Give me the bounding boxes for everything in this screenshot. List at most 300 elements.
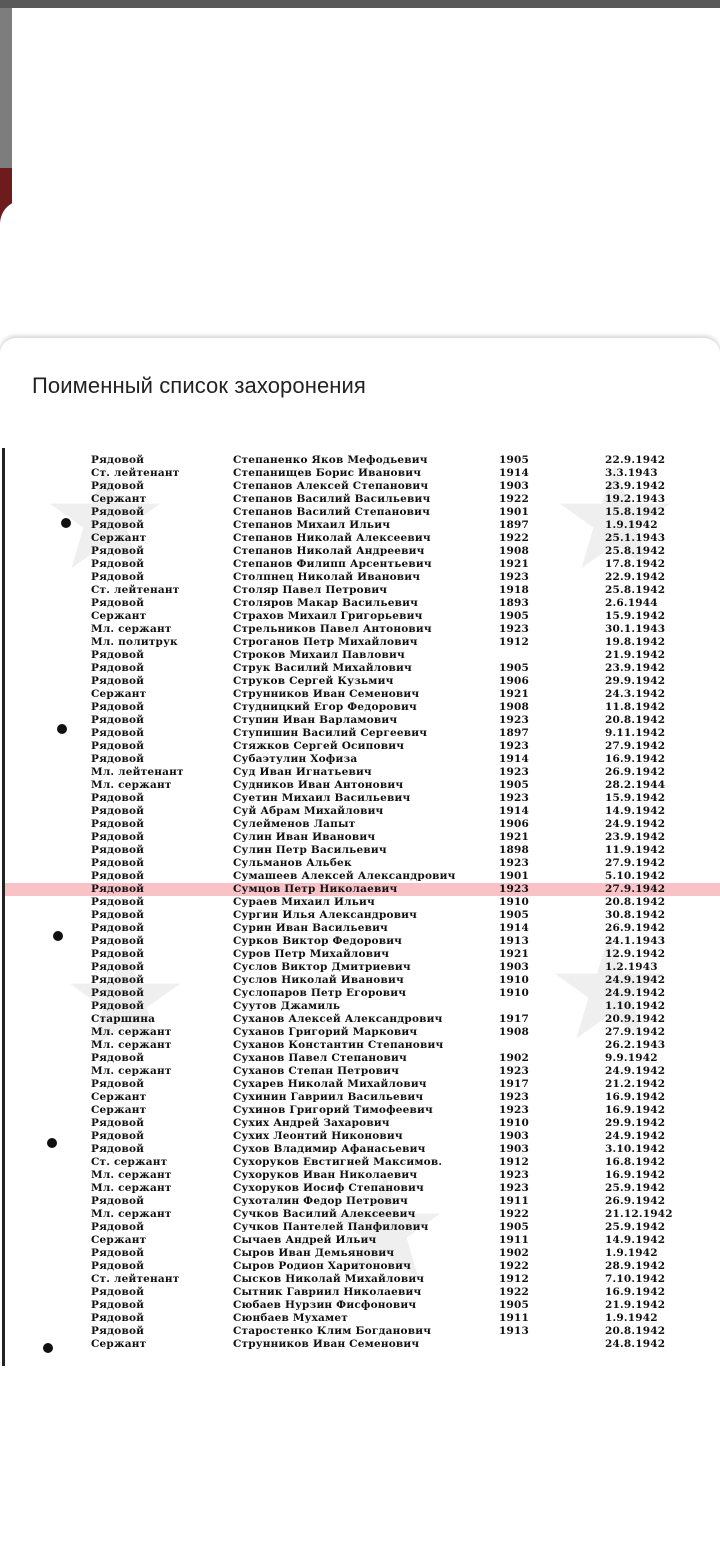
name-cell: Степанов Василий Васильевич [233, 493, 431, 505]
list-row [5, 909, 720, 922]
list-row [5, 753, 720, 766]
birth-year-cell: 1923 [499, 740, 530, 752]
list-row [5, 896, 720, 909]
death-date-cell: 30.8.1942 [605, 909, 666, 921]
birth-year-cell: 1901 [499, 506, 530, 518]
birth-year-cell: 1911 [499, 1234, 530, 1246]
birth-year-cell: 1922 [499, 493, 530, 505]
list-row [5, 1104, 720, 1117]
birth-year-cell: 1923 [499, 792, 530, 804]
list-row [5, 688, 720, 701]
list-row [5, 870, 720, 883]
rank-cell: Рядовой [91, 922, 145, 934]
name-cell: Стрельников Павел Антонович [233, 623, 432, 635]
list-row [5, 1208, 720, 1221]
birth-year-cell: 1903 [499, 480, 530, 492]
death-date-cell: 14.9.1942 [605, 1234, 666, 1246]
list-row [5, 584, 720, 597]
list-row [5, 1169, 720, 1182]
rank-cell: Рядовой [91, 506, 145, 518]
birth-year-cell: 1911 [499, 1312, 530, 1324]
death-date-cell: 26.9.1942 [605, 1195, 666, 1207]
rank-cell: Рядовой [91, 792, 145, 804]
name-cell: Степанов Филипп Арсентьевич [233, 558, 432, 570]
name-cell: Сухих Леонтий Никонович [233, 1130, 403, 1142]
name-cell: Суслопаров Петр Егорович [233, 987, 407, 999]
name-cell: Столпнец Николай Иванович [233, 571, 421, 583]
death-date-cell: 23.9.1942 [605, 662, 666, 674]
rank-cell: Рядовой [91, 714, 145, 726]
name-cell: Суханов Павел Степанович [233, 1052, 407, 1064]
name-cell: Сучков Василий Алексеевич [233, 1208, 416, 1220]
name-cell: Суханов Григорий Маркович [233, 1026, 418, 1038]
birth-year-cell: 1922 [499, 532, 530, 544]
name-cell: Сыров Родион Харитонович [233, 1260, 412, 1272]
name-cell: Сумашеев Алексей Александрович [233, 870, 456, 882]
list-row [5, 571, 720, 584]
rank-cell: Рядовой [91, 519, 145, 531]
death-date-cell: 19.2.1943 [605, 493, 666, 505]
list-row [5, 844, 720, 857]
list-row [5, 1052, 720, 1065]
birth-year-cell: 1921 [499, 948, 530, 960]
name-cell: Суутов Джамиль [233, 1000, 341, 1012]
background-strip [0, 8, 12, 168]
name-cell: Сычаев Андрей Ильич [233, 1234, 377, 1246]
rank-cell: Рядовой [91, 571, 145, 583]
birth-year-cell: 1917 [499, 1013, 530, 1025]
name-cell: Сюнбаев Мухамет [233, 1312, 348, 1324]
name-cell: Сыров Иван Демьянович [233, 1247, 395, 1259]
death-date-cell: 9.11.1942 [605, 727, 666, 739]
rank-cell: Рядовой [91, 1000, 145, 1012]
death-date-cell: 24.3.1942 [605, 688, 666, 700]
name-cell: Старостенко Клим Богданович [233, 1325, 432, 1337]
death-date-cell: 16.9.1942 [605, 1104, 666, 1116]
birth-year-cell: 1913 [499, 1325, 530, 1337]
rank-cell: Рядовой [91, 740, 145, 752]
birth-year-cell: 1922 [499, 1208, 530, 1220]
name-cell: Столяров Макар Васильевич [233, 597, 418, 609]
list-row [5, 831, 720, 844]
birth-year-cell: 1914 [499, 805, 530, 817]
name-cell: Степаненко Яков Мефодьевич [233, 454, 428, 466]
death-date-cell: 24.9.1942 [605, 818, 666, 830]
birth-year-cell: 1923 [499, 571, 530, 583]
name-cell: Сухинов Григорий Тимофеевич [233, 1104, 433, 1116]
birth-year-cell: 1905 [499, 909, 530, 921]
name-cell: Суханов Алексей Александрович [233, 1013, 443, 1025]
death-date-cell: 24.9.1942 [605, 1130, 666, 1142]
death-date-cell: 27.9.1942 [605, 883, 666, 895]
list-row [5, 1260, 720, 1273]
death-date-cell: 25.8.1942 [605, 545, 666, 557]
death-date-cell: 24.9.1942 [605, 1065, 666, 1077]
death-date-cell: 29.9.1942 [605, 1117, 666, 1129]
birth-year-cell: 1911 [499, 1195, 530, 1207]
birth-year-cell: 1921 [499, 688, 530, 700]
rank-cell: Рядовой [91, 558, 145, 570]
rank-cell: Рядовой [91, 649, 145, 661]
birth-year-cell: 1905 [499, 1299, 530, 1311]
name-cell: Страхов Михаил Григорьевич [233, 610, 423, 622]
death-date-cell: 1.2.1943 [605, 961, 658, 973]
birth-year-cell: 1912 [499, 1156, 530, 1168]
rank-cell: Рядовой [91, 870, 145, 882]
birth-year-cell: 1923 [499, 857, 530, 869]
death-date-cell: 16.9.1942 [605, 753, 666, 765]
rank-cell: Сержант [91, 610, 147, 622]
rank-cell: Ст. лейтенант [91, 1273, 180, 1285]
background-card [0, 200, 720, 340]
name-cell: Суслов Николай Иванович [233, 974, 404, 986]
rank-cell: Мл. политрук [91, 636, 178, 648]
list-row [5, 493, 720, 506]
birth-year-cell: 1923 [499, 1104, 530, 1116]
list-row [5, 701, 720, 714]
rank-cell: Рядовой [91, 597, 145, 609]
death-date-cell: 27.9.1942 [605, 740, 666, 752]
name-cell: Суханов Степан Петрович [233, 1065, 399, 1077]
death-date-cell: 19.8.1942 [605, 636, 666, 648]
name-cell: Сухоталин Федор Петрович [233, 1195, 408, 1207]
death-date-cell: 20.8.1942 [605, 714, 666, 726]
name-cell: Сухих Андрей Захарович [233, 1117, 390, 1129]
birth-year-cell: 1905 [499, 454, 530, 466]
birth-year-cell: 1905 [499, 1221, 530, 1233]
death-date-cell: 12.9.1942 [605, 948, 666, 960]
list-row [5, 987, 720, 1000]
list-row [5, 1117, 720, 1130]
rank-cell: Рядовой [91, 1117, 145, 1129]
birth-year-cell: 1903 [499, 961, 530, 973]
rank-cell: Рядовой [91, 961, 145, 973]
list-row [5, 623, 720, 636]
rank-cell: Рядовой [91, 1143, 145, 1155]
death-date-cell: 23.9.1942 [605, 831, 666, 843]
death-date-cell: 28.2.1944 [605, 779, 666, 791]
death-date-cell: 20.9.1942 [605, 1013, 666, 1025]
birth-year-cell: 1908 [499, 1026, 530, 1038]
birth-year-cell: 1913 [499, 935, 530, 947]
list-row [5, 727, 720, 740]
birth-year-cell: 1910 [499, 896, 530, 908]
list-row [5, 610, 720, 623]
rank-cell: Рядовой [91, 480, 145, 492]
birth-year-cell: 1897 [499, 727, 530, 739]
name-cell: Сытник Гавриил Николаевич [233, 1286, 422, 1298]
rank-cell: Рядовой [91, 974, 145, 986]
name-cell: Студницкий Егор Федорович [233, 701, 417, 713]
rank-cell: Рядовой [91, 675, 145, 687]
name-cell: Сулейменов Лапыт [233, 818, 356, 830]
rank-cell: Рядовой [91, 1260, 145, 1272]
name-cell: Сухоруков Евстигней Максимов. [233, 1156, 443, 1168]
list-row [5, 1338, 720, 1351]
list-row [5, 545, 720, 558]
rank-cell: Ст. сержант [91, 1156, 168, 1168]
rank-cell: Сержант [91, 1234, 147, 1246]
name-cell: Ступин Иван Варламович [233, 714, 398, 726]
death-date-cell: 16.9.1942 [605, 1169, 666, 1181]
name-cell: Струк Василий Михайлович [233, 662, 412, 674]
rank-cell: Рядовой [91, 1195, 145, 1207]
list-row [5, 1026, 720, 1039]
rank-cell: Рядовой [91, 935, 145, 947]
birth-year-cell: 1902 [499, 1052, 530, 1064]
list-row [5, 1130, 720, 1143]
death-date-cell: 28.9.1942 [605, 1260, 666, 1272]
name-cell: Судников Иван Антонович [233, 779, 404, 791]
name-cell: Степанов Алексей Степанович [233, 480, 429, 492]
death-date-cell: 15.9.1942 [605, 792, 666, 804]
death-date-cell: 16.8.1942 [605, 1156, 666, 1168]
rank-cell: Мл. сержант [91, 1182, 172, 1194]
list-row [5, 649, 720, 662]
death-date-cell: 14.9.1942 [605, 805, 666, 817]
birth-year-cell: 1906 [499, 675, 530, 687]
list-row [5, 1273, 720, 1286]
list-row [5, 1065, 720, 1078]
death-date-cell: 1.10.1942 [605, 1000, 666, 1012]
birth-year-cell: 1905 [499, 662, 530, 674]
rank-cell: Рядовой [91, 701, 145, 713]
rank-cell: Рядовой [91, 857, 145, 869]
rank-cell: Мл. сержант [91, 1065, 172, 1077]
rank-cell: Сержант [91, 1338, 147, 1350]
name-cell: Степанов Николай Андреевич [233, 545, 425, 557]
list-row [5, 1312, 720, 1325]
birth-year-cell: 1905 [499, 610, 530, 622]
death-date-cell: 2.6.1944 [605, 597, 658, 609]
rank-cell: Рядовой [91, 987, 145, 999]
name-cell: Суров Петр Михайлович [233, 948, 390, 960]
list-row [5, 779, 720, 792]
death-date-cell: 20.8.1942 [605, 896, 666, 908]
death-date-cell: 26.9.1942 [605, 766, 666, 778]
name-cell: Сысков Николай Михайлович [233, 1273, 425, 1285]
rank-cell: Рядовой [91, 883, 145, 895]
rank-cell: Рядовой [91, 454, 145, 466]
rank-cell: Рядовой [91, 727, 145, 739]
list-row [5, 1195, 720, 1208]
burial-list-document[interactable] [2, 448, 720, 1366]
death-date-cell: 21.12.1942 [605, 1208, 673, 1220]
rank-cell: Мл. сержант [91, 1208, 172, 1220]
rank-cell: Мл. сержант [91, 1169, 172, 1181]
death-date-cell: 24.9.1942 [605, 987, 666, 999]
list-row [5, 974, 720, 987]
name-cell: Стяжков Сергей Осипович [233, 740, 405, 752]
birth-year-cell: 1914 [499, 753, 530, 765]
name-cell: Суй Абрам Михайлович [233, 805, 384, 817]
rank-cell: Рядовой [91, 1130, 145, 1142]
death-date-cell: 15.8.1942 [605, 506, 666, 518]
death-date-cell: 15.9.1942 [605, 610, 666, 622]
rank-cell: Сержант [91, 688, 147, 700]
death-date-cell: 11.8.1942 [605, 701, 666, 713]
birth-year-cell: 1903 [499, 1130, 530, 1142]
rank-cell: Рядовой [91, 818, 145, 830]
death-date-cell: 7.10.1942 [605, 1273, 666, 1285]
death-date-cell: 24.1.1943 [605, 935, 666, 947]
rank-cell: Рядовой [91, 1286, 145, 1298]
birth-year-cell: 1903 [499, 1143, 530, 1155]
name-cell: Сургин Илья Александрович [233, 909, 418, 921]
name-cell: Сухинин Гавриил Васильевич [233, 1091, 424, 1103]
death-date-cell: 24.8.1942 [605, 1338, 666, 1350]
birth-year-cell: 1921 [499, 558, 530, 570]
list-row [5, 1247, 720, 1260]
death-date-cell: 23.9.1942 [605, 480, 666, 492]
death-date-cell: 1.9.1942 [605, 1312, 658, 1324]
rank-cell: Рядовой [91, 1325, 145, 1337]
list-row [5, 1091, 720, 1104]
birth-year-cell: 1897 [499, 519, 530, 531]
name-cell: Суслов Виктор Дмитриевич [233, 961, 411, 973]
rank-cell: Рядовой [91, 545, 145, 557]
birth-year-cell: 1918 [499, 584, 530, 596]
rank-cell: Рядовой [91, 753, 145, 765]
list-row [5, 1013, 720, 1026]
name-cell: Степанов Михаил Ильич [233, 519, 391, 531]
list-row [5, 506, 720, 519]
death-date-cell: 25.1.1943 [605, 532, 666, 544]
list-row [5, 480, 720, 493]
birth-year-cell: 1921 [499, 831, 530, 843]
death-date-cell: 11.9.1942 [605, 844, 666, 856]
death-date-cell: 3.10.1942 [605, 1143, 666, 1155]
rank-cell: Мл. сержант [91, 1026, 172, 1038]
list-row [5, 597, 720, 610]
list-row [5, 1182, 720, 1195]
name-cell: Столяр Павел Петрович [233, 584, 388, 596]
list-row [5, 1143, 720, 1156]
birth-year-cell: 1923 [499, 1091, 530, 1103]
birth-year-cell: 1908 [499, 545, 530, 557]
list-row [5, 662, 720, 675]
death-date-cell: 25.9.1942 [605, 1182, 666, 1194]
rank-cell: Мл. сержант [91, 779, 172, 791]
birth-year-cell: 1923 [499, 766, 530, 778]
rank-cell: Рядовой [91, 805, 145, 817]
birth-year-cell: 1893 [499, 597, 530, 609]
birth-year-cell: 1914 [499, 922, 530, 934]
name-cell: Сюбаев Нурзин Фисфонович [233, 1299, 417, 1311]
birth-year-cell: 1914 [499, 467, 530, 479]
name-cell: Струков Сергей Кузьмич [233, 675, 394, 687]
birth-year-cell: 1902 [499, 1247, 530, 1259]
rank-cell: Рядовой [91, 1299, 145, 1311]
rank-cell: Сержант [91, 1104, 147, 1116]
death-date-cell: 22.9.1942 [605, 571, 666, 583]
name-cell: Сухарев Николай Михайлович [233, 1078, 427, 1090]
birth-year-cell: 1922 [499, 1286, 530, 1298]
rank-cell: Рядовой [91, 831, 145, 843]
list-row [5, 467, 720, 480]
birth-year-cell: 1905 [499, 779, 530, 791]
list-row [5, 1000, 720, 1013]
rank-cell: Рядовой [91, 1221, 145, 1233]
list-row [5, 1078, 720, 1091]
list-row [5, 857, 720, 870]
death-date-cell: 27.9.1942 [605, 857, 666, 869]
rank-cell: Ст. лейтенант [91, 467, 180, 479]
birth-year-cell: 1910 [499, 974, 530, 986]
rank-cell: Сержант [91, 532, 147, 544]
rank-cell: Рядовой [91, 662, 145, 674]
name-cell: Степанищев Борис Иванович [233, 467, 422, 479]
list-row [5, 792, 720, 805]
list-row [5, 532, 720, 545]
name-cell: Струнников Иван Семенович [233, 1338, 420, 1350]
name-cell: Сулин Петр Васильевич [233, 844, 387, 856]
status-bar-strip [0, 0, 720, 8]
name-cell: Субаэтулин Хофиза [233, 753, 358, 765]
list-row [5, 818, 720, 831]
name-cell: Сулин Иван Иванович [233, 831, 376, 843]
highlighted-list-row [5, 883, 720, 896]
rank-cell: Старшина [91, 1013, 156, 1025]
name-cell: Сурин Иван Васильевич [233, 922, 388, 934]
death-date-cell: 29.9.1942 [605, 675, 666, 687]
name-cell: Сурков Виктор Федорович [233, 935, 403, 947]
birth-year-cell: 1910 [499, 1117, 530, 1129]
birth-year-cell: 1912 [499, 1273, 530, 1285]
rank-cell: Мл. лейтенант [91, 766, 184, 778]
list-row [5, 1221, 720, 1234]
death-date-cell: 3.3.1943 [605, 467, 658, 479]
list-row [5, 558, 720, 571]
birth-year-cell: 1917 [499, 1078, 530, 1090]
birth-year-cell: 1922 [499, 1260, 530, 1272]
name-cell: Суханов Константин Степанович [233, 1039, 444, 1051]
death-date-cell: 21.2.1942 [605, 1078, 666, 1090]
list-row [5, 935, 720, 948]
birth-year-cell: 1901 [499, 870, 530, 882]
death-date-cell: 22.9.1942 [605, 454, 666, 466]
name-cell: Сухоруков Иосиф Степанович [233, 1182, 424, 1194]
rank-cell: Рядовой [91, 909, 145, 921]
name-cell: Сураев Михаил Ильич [233, 896, 375, 908]
birth-year-cell: 1898 [499, 844, 530, 856]
death-date-cell: 1.9.1942 [605, 519, 658, 531]
rank-cell: Мл. сержант [91, 623, 172, 635]
list-row [5, 1286, 720, 1299]
name-cell: Степанов Николай Алексеевич [233, 532, 431, 544]
name-cell: Степанов Василий Степанович [233, 506, 431, 518]
death-date-cell: 25.9.1942 [605, 1221, 666, 1233]
list-row [5, 714, 720, 727]
list-row [5, 922, 720, 935]
list-row [5, 1156, 720, 1169]
name-cell: Сумцов Петр Николаевич [233, 883, 398, 895]
list-row [5, 454, 720, 467]
name-cell: Суетин Михаил Васильевич [233, 792, 411, 804]
rank-cell: Мл. сержант [91, 1039, 172, 1051]
death-date-cell: 17.8.1942 [605, 558, 666, 570]
birth-year-cell: 1923 [499, 714, 530, 726]
death-date-cell: 26.9.1942 [605, 922, 666, 934]
rank-cell: Рядовой [91, 1247, 145, 1259]
list-row [5, 948, 720, 961]
name-cell: Сухов Владимир Афанасьевич [233, 1143, 426, 1155]
list-row [5, 636, 720, 649]
rank-cell: Рядовой [91, 896, 145, 908]
list-row [5, 1039, 720, 1052]
list-row [5, 740, 720, 753]
death-date-cell: 1.9.1942 [605, 1247, 658, 1259]
